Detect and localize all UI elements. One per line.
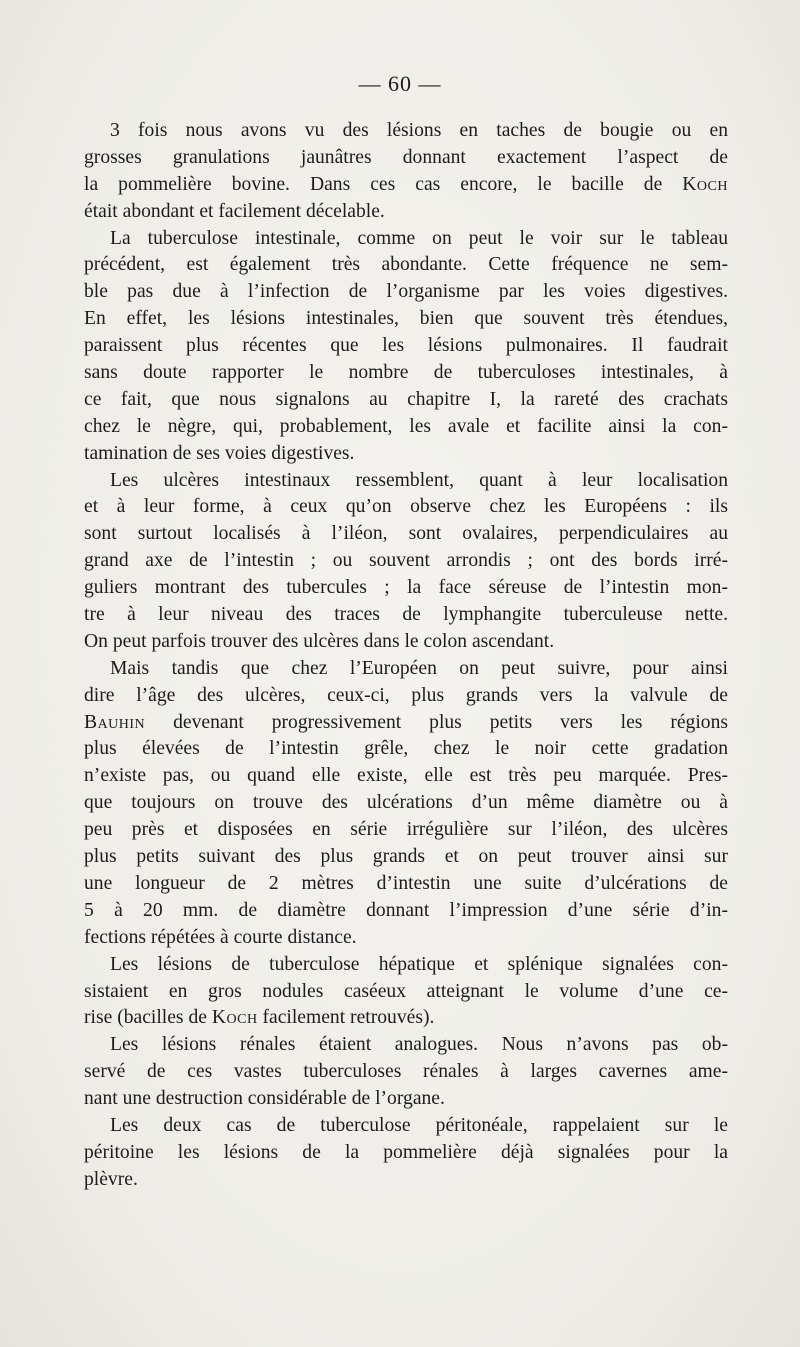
text-line: précédent, est également très abondante. Cette fréquence ne sem-: [84, 254, 728, 276]
text-line: servé de ces vastes tuberculoses rénales à larges cavernes ame-: [84, 1061, 728, 1083]
text-line: grand axe de l’intestin ; ou souvent arrondis ; ont des bords irré-: [84, 550, 728, 572]
text-line: ce fait, que nous signalons au chapitre I, la rareté des crachats: [84, 388, 728, 410]
paragraph: [84, 952, 728, 1033]
text-line: Mais tandis que chez l’Européen on peut suivre, pour ainsi: [110, 657, 728, 679]
text-line: 5 à 20 mm. de diamètre donnant l’impression d’une série d’in-: [84, 899, 728, 921]
text-line: tre à leur niveau des traces de lymphangite tuberculeuse nette.: [84, 604, 728, 626]
text-line: paraissent plus récentes que les lésions pulmonaires. Il faudrait: [84, 335, 728, 357]
text-line: dire l’âge des ulcères, ceux-ci, plus grands vers la valvule de: [84, 684, 728, 706]
text-line: sistaient en gros nodules caséeux atteignant le volume d’une ce-: [84, 980, 728, 1002]
text-line: Les ulcères intestinaux ressemblent, quant à leur localisation: [110, 469, 728, 491]
text-line: En effet, les lésions intestinales, bien que souvent très étendues,: [84, 308, 728, 330]
text-line: Bauhin devenant progressivement plus petits vers les régions: [84, 711, 728, 733]
text-line: Les lésions de tuberculose hépatique et splénique signalées con-: [110, 953, 728, 975]
paragraph: [84, 656, 728, 952]
text-line: chez le nègre, qui, probablement, les avale et facilite ainsi la con-: [84, 415, 728, 437]
text-line: plus élevées de l’intestin grêle, chez le noir cette gradation: [84, 738, 728, 760]
text-line: que toujours on trouve des ulcérations d’un même diamètre ou à: [84, 792, 728, 814]
text-line: rise (bacilles de Koch facilement retrouvés).: [84, 1007, 435, 1029]
text-line: la pommelière bovine. Dans ces cas encore, le bacille de Koch: [84, 173, 728, 195]
text-line: sans doute rapporter le nombre de tuberculoses intestinales, à: [84, 362, 728, 384]
text-line: Les lésions rénales étaient analogues. Nous n’avons pas ob-: [110, 1034, 728, 1056]
text-line: plus petits suivant des plus grands et on peut trouver ainsi sur: [84, 846, 728, 868]
paragraph: [84, 1032, 728, 1113]
text-line: ble pas due à l’infection de l’organisme par les voies digestives.: [84, 281, 728, 303]
page-number: — 60 —: [358, 71, 442, 96]
text-line: 3 fois nous avons vu des lésions en taches de bougie ou en: [110, 120, 728, 141]
text-line: La tuberculose intestinale, comme on peut le voir sur le tableau: [110, 227, 728, 249]
text-line: grosses granulations jaunâtres donnant exactement l’aspect de: [84, 146, 728, 168]
body-text: [84, 118, 728, 1194]
text-line: sont surtout localisés à l’iléon, sont ovalaires, perpendiculaires au: [84, 523, 728, 545]
text-line: était abondant et facilement décelable.: [84, 200, 385, 222]
text-line: tamination de ses voies digestives.: [84, 442, 355, 464]
paragraph: [84, 226, 728, 468]
paragraph: [84, 468, 728, 656]
text-line: peu près et disposées en série irrégulière sur l’iléon, des ulcères: [84, 819, 728, 841]
text-line: et à leur forme, à ceux qu’on observe chez les Européens : ils: [84, 496, 728, 518]
text-line: nant une destruction considérable de l’organe.: [84, 1088, 445, 1110]
text-line: guliers montrant des tubercules ; la face séreuse de l’intestin mon-: [84, 577, 728, 599]
text-line: une longueur de 2 mètres d’intestin une suite d’ulcérations de: [84, 872, 728, 894]
paragraph: [84, 118, 728, 226]
text-line: péritoine les lésions de la pommelière déjà signalées pour la: [84, 1141, 728, 1163]
paragraph: [84, 1113, 728, 1194]
text-line: Les deux cas de tuberculose péritonéale, rappelaient sur le: [110, 1114, 728, 1136]
text-line: plèvre.: [84, 1168, 138, 1190]
text-line: n’existe pas, ou quand elle existe, elle est très peu marquée. Pres-: [84, 765, 728, 787]
text-line: fections répétées à courte distance.: [84, 926, 357, 948]
text-line: On peut parfois trouver des ulcères dans le colon ascendant.: [84, 630, 555, 652]
